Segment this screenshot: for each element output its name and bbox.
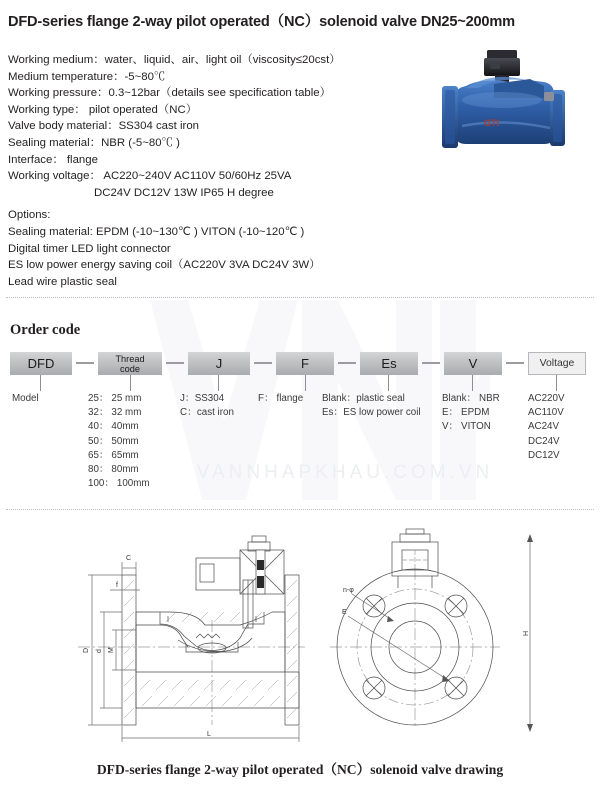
section-divider-top: [6, 297, 594, 298]
column-interface: [258, 392, 303, 406]
code-box-voltage[interactable]: Voltage: [528, 352, 586, 375]
interface-entry: F： flange: [258, 393, 304, 404]
code-box-sealing-material[interactable]: V: [444, 352, 502, 375]
stem-thread-code: [130, 375, 131, 391]
code-box-coil-type[interactable]: Es: [360, 352, 418, 375]
code-box-thread-code[interactable]: Thread code: [98, 352, 162, 375]
sealing-material-entry: Blank： NBR: [442, 393, 500, 404]
svg-text:GTI: GTI: [484, 118, 499, 128]
thread-code-entry: 100： 100mm: [88, 478, 150, 490]
spec-working-voltage: Working voltage： AC220~240V AC110V 50/60Hz 25VA: [8, 170, 292, 183]
product-photo-solenoid-valve: [432, 48, 582, 166]
column-model: [12, 392, 39, 406]
stem-coil-type: [388, 375, 389, 391]
svg-text:C: C: [126, 555, 132, 562]
voltage-entry: DC12V: [528, 449, 560, 461]
code-box-body-material[interactable]: J: [188, 352, 250, 375]
svg-text:f: f: [116, 582, 118, 589]
voltage-entry: DC24V: [528, 435, 560, 447]
spec-body-material: Valve body material：SS304 cast iron: [8, 120, 199, 133]
flange-face-view: [330, 529, 533, 732]
code-dash-1: [76, 362, 94, 364]
code-box-interface[interactable]: F: [276, 352, 334, 375]
spec-working-type: Working type： pilot operated（NC）: [8, 103, 198, 116]
svg-text:L: L: [207, 731, 211, 738]
stem-interface: [305, 375, 306, 391]
sealing-material-entry: V： VITON: [442, 421, 491, 433]
order-code-boxes: [0, 352, 600, 378]
options-header: Options:: [8, 209, 51, 222]
sealing-material-entry: E： EPDM: [442, 407, 490, 419]
coil-type-entry: Es：ES low power coil: [322, 407, 421, 419]
column-thread-code: [88, 392, 150, 491]
section-divider-bottom: [6, 509, 594, 510]
column-sealing-material: [442, 392, 500, 435]
spec-medium-temperature: Medium temperature：-5~80℃: [8, 70, 166, 83]
code-dash-5: [422, 362, 440, 364]
svg-text:D: D: [83, 647, 90, 653]
stem-voltage: [556, 375, 557, 391]
option-sealing: Sealing material: EPDM (-10~130℃ ) VITON (-10~120℃ ): [8, 225, 305, 238]
svg-text:M: M: [108, 647, 115, 653]
option-lead-wire: Lead wire plastic seal: [8, 275, 117, 288]
svg-text:n-φ: n-φ: [343, 587, 354, 594]
specifications-list: [8, 52, 408, 290]
thread-code-entry: 80： 80mm: [88, 464, 139, 476]
code-dash-2: [166, 362, 184, 364]
spec-interface: Interface： flange: [8, 153, 98, 166]
column-body-material: [180, 392, 234, 420]
option-es-coil: ES low power energy saving coil（AC220V 3VA DC24V 3W）: [8, 259, 321, 272]
spec-sealing-material: Sealing material：NBR (-5~80℃ ): [8, 136, 180, 149]
thread-code-entry: 32： 32 mm: [88, 407, 142, 419]
voltage-entry: AC24V: [528, 421, 560, 433]
column-voltage: [528, 392, 565, 463]
svg-text:H: H: [523, 630, 530, 636]
body-material-entry: J：SS304: [180, 393, 225, 404]
code-dash-6: [506, 362, 524, 364]
body-material-entry: C：cast iron: [180, 407, 234, 419]
spec-working-medium: Working medium：water、liquid、air、light oil（viscosity≤20cst）: [8, 54, 341, 66]
column-model-entry: Model: [12, 393, 39, 404]
option-timer: Digital timer LED light connector: [8, 242, 171, 255]
coil-type-entry: Blank：plastic seal: [322, 393, 405, 404]
voltage-entry: AC220V: [528, 393, 565, 404]
column-coil-type: [322, 392, 421, 420]
thread-code-entry: 65： 65mm: [88, 449, 139, 461]
cross-section-view: [78, 536, 305, 742]
code-dash-4: [338, 362, 356, 364]
technical-drawing: [0, 520, 600, 750]
stem-sealing-material: [472, 375, 473, 391]
spec-working-voltage-dc: DC24V DC12V 13W IP65 H degree: [94, 186, 274, 199]
svg-text:d: d: [96, 649, 103, 653]
code-box-model[interactable]: DFD: [10, 352, 72, 375]
code-dash-3: [254, 362, 272, 364]
thread-code-entry: 25： 25 mm: [88, 393, 142, 404]
svg-text:E: E: [342, 609, 347, 616]
thread-code-entry: 40： 40mm: [88, 421, 139, 433]
spec-working-pressure: Working pressure：0.3~12bar（details see specification table）: [8, 87, 332, 100]
order-code-heading: Order code: [10, 322, 81, 338]
stem-model: [40, 375, 41, 391]
stem-body-material: [218, 375, 219, 391]
watermark-site-text: VANNHAPKHAU.COM.VN: [196, 462, 494, 483]
thread-code-entry: 50： 50mm: [88, 435, 139, 447]
drawing-caption: DFD-series flange 2-way pilot operated（NC）solenoid valve drawing: [96, 762, 504, 777]
voltage-entry: AC110V: [528, 407, 564, 419]
page-title: DFD-series flange 2-way pilot operated（NC）solenoid valve DN25~200mm: [8, 14, 515, 30]
